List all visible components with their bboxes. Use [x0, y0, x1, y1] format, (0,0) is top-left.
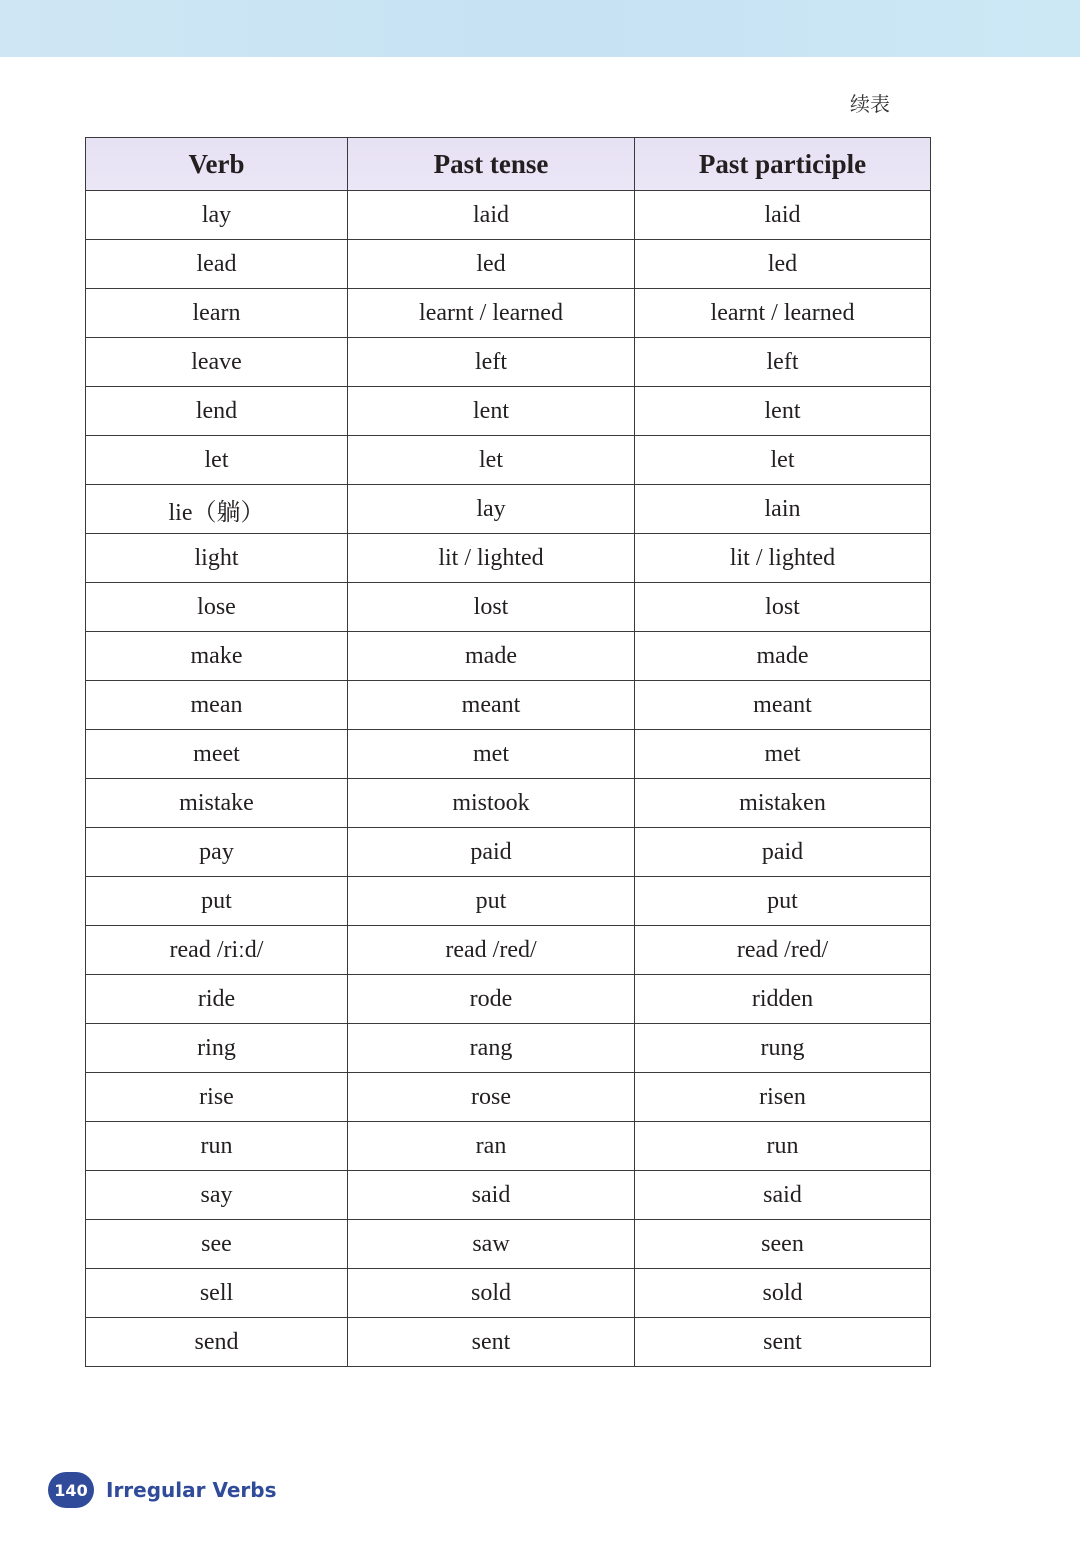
cell-past-participle: lost [635, 583, 931, 632]
cell-past-tense: read /red/ [348, 926, 635, 975]
table-row [86, 436, 931, 485]
cell-past-participle: meant [635, 681, 931, 730]
cell-past-tense: laid [348, 191, 635, 240]
cell-verb: leave [86, 338, 348, 387]
continued-label: 续表 [850, 92, 890, 116]
cell-past-participle: lit / lighted [635, 534, 931, 583]
cell-verb: learn [86, 289, 348, 338]
cell-past-tense: made [348, 632, 635, 681]
cell-past-participle: led [635, 240, 931, 289]
irregular-verbs-table [85, 137, 931, 1367]
cell-past-tense: let [348, 436, 635, 485]
table-row [86, 240, 931, 289]
cell-past-tense: ran [348, 1122, 635, 1171]
cell-verb: lose [86, 583, 348, 632]
table-row [86, 583, 931, 632]
table-row [86, 681, 931, 730]
cell-verb: read /riːd/ [86, 926, 348, 975]
cell-past-tense: meant [348, 681, 635, 730]
table-row [86, 1024, 931, 1073]
cell-past-participle: left [635, 338, 931, 387]
table-row [86, 975, 931, 1024]
cell-verb: lead [86, 240, 348, 289]
cell-verb: rise [86, 1073, 348, 1122]
cell-past-participle: lent [635, 387, 931, 436]
cell-past-tense: paid [348, 828, 635, 877]
table-row [86, 828, 931, 877]
cell-past-participle: sent [635, 1318, 931, 1367]
cell-past-tense: mistook [348, 779, 635, 828]
table-row [86, 877, 931, 926]
cell-past-tense: met [348, 730, 635, 779]
table-row [86, 730, 931, 779]
table-row [86, 534, 931, 583]
cell-verb: make [86, 632, 348, 681]
cell-past-participle: laid [635, 191, 931, 240]
table-row [86, 1073, 931, 1122]
cell-verb: lay [86, 191, 348, 240]
table-row [86, 926, 931, 975]
table-row [86, 779, 931, 828]
table-row [86, 632, 931, 681]
cell-past-participle: rung [635, 1024, 931, 1073]
cell-past-participle: ridden [635, 975, 931, 1024]
cell-verb: let [86, 436, 348, 485]
cell-past-participle: let [635, 436, 931, 485]
cell-verb: see [86, 1220, 348, 1269]
cell-past-participle: paid [635, 828, 931, 877]
header-past-tense: Past tense [348, 138, 635, 191]
cell-past-tense: rang [348, 1024, 635, 1073]
cell-verb: pay [86, 828, 348, 877]
table-row [86, 1269, 931, 1318]
cell-past-participle: made [635, 632, 931, 681]
cell-past-participle: run [635, 1122, 931, 1171]
cell-past-tense: sent [348, 1318, 635, 1367]
cell-past-tense: rose [348, 1073, 635, 1122]
header-verb: Verb [86, 138, 348, 191]
cell-past-participle: sold [635, 1269, 931, 1318]
table-header-row [86, 138, 931, 191]
cell-past-tense: rode [348, 975, 635, 1024]
table-row [86, 1171, 931, 1220]
table-row [86, 1220, 931, 1269]
page-number-badge: 140 [48, 1472, 94, 1508]
table-row [86, 338, 931, 387]
cell-past-tense: put [348, 877, 635, 926]
top-decorative-band [0, 0, 1080, 57]
cell-past-participle: lain [635, 485, 931, 534]
cell-past-tense: led [348, 240, 635, 289]
cell-past-participle: risen [635, 1073, 931, 1122]
cell-past-tense: saw [348, 1220, 635, 1269]
cell-past-tense: lent [348, 387, 635, 436]
cell-past-participle: seen [635, 1220, 931, 1269]
cell-verb: ride [86, 975, 348, 1024]
cell-verb: meet [86, 730, 348, 779]
cell-verb: mean [86, 681, 348, 730]
cell-past-participle: mistaken [635, 779, 931, 828]
table-row [86, 387, 931, 436]
table-body [86, 191, 931, 1367]
cell-past-tense: lost [348, 583, 635, 632]
table-row [86, 289, 931, 338]
cell-verb: sell [86, 1269, 348, 1318]
table-row [86, 1122, 931, 1171]
cell-past-participle: met [635, 730, 931, 779]
cell-verb: lie（躺） [86, 485, 348, 534]
cell-verb: light [86, 534, 348, 583]
cell-verb: run [86, 1122, 348, 1171]
cell-past-tense: sold [348, 1269, 635, 1318]
cell-verb: lend [86, 387, 348, 436]
cell-past-participle: learnt / learned [635, 289, 931, 338]
table-row [86, 485, 931, 534]
cell-past-participle: put [635, 877, 931, 926]
section-title: Irregular Verbs [106, 1478, 277, 1502]
cell-past-tense: lit / lighted [348, 534, 635, 583]
cell-past-participle: read /red/ [635, 926, 931, 975]
cell-verb: ring [86, 1024, 348, 1073]
cell-past-tense: left [348, 338, 635, 387]
cell-past-tense: said [348, 1171, 635, 1220]
cell-past-tense: learnt / learned [348, 289, 635, 338]
cell-verb: say [86, 1171, 348, 1220]
cell-verb: mistake [86, 779, 348, 828]
header-past-participle: Past participle [635, 138, 931, 191]
table-row [86, 191, 931, 240]
cell-verb: send [86, 1318, 348, 1367]
table-row [86, 1318, 931, 1367]
cell-verb: put [86, 877, 348, 926]
cell-past-tense: lay [348, 485, 635, 534]
page-footer [48, 1470, 277, 1510]
cell-past-participle: said [635, 1171, 931, 1220]
